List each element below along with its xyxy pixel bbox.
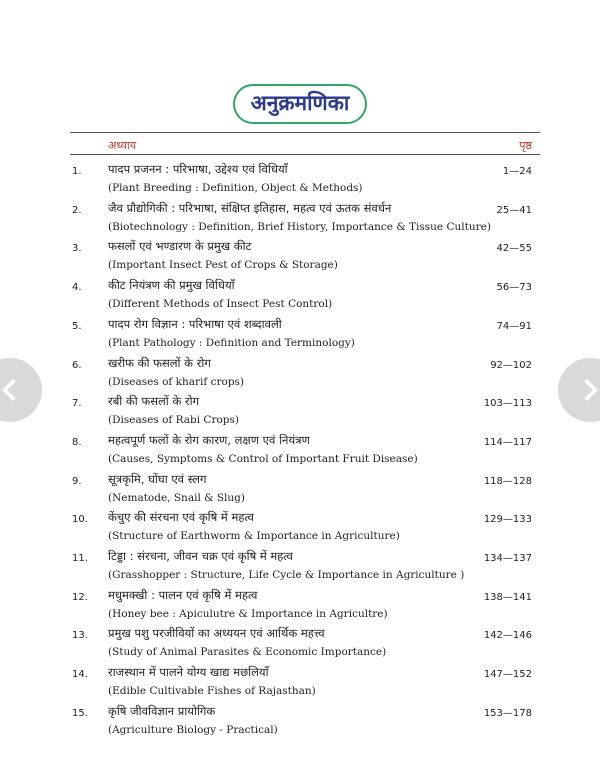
- entry-number: 14.: [72, 669, 88, 681]
- toc-entry[interactable]: [0, 356, 600, 394]
- entry-title-english: (Grasshopper : Structure, Life Cycle & Importance in Agriculture ): [108, 569, 465, 581]
- entry-title-english: (Diseases of Rabi Crops): [108, 414, 240, 427]
- entry-title-english: (Nematode, Snail & Slug): [108, 491, 245, 504]
- entry-number: 10.: [72, 514, 88, 526]
- entry-title-hindi: टिड्डा : संरचना, जीवन चक्र एवं कृषि में महत्व: [108, 549, 293, 563]
- toc-entry[interactable]: [0, 317, 600, 355]
- entry-page-range: 134—137: [483, 553, 532, 564]
- entry-title-english: (Plant Breeding : Definition, Object & Methods): [108, 182, 363, 194]
- entry-title-english: (Plant Pathology : Definition and Terminology): [108, 336, 355, 349]
- toc-entry[interactable]: [0, 626, 600, 664]
- entry-title-hindi: प्रमुख पशु परजीवियों का अध्ययन एवं आर्थिक महत्त्व: [108, 626, 325, 641]
- entry-page-range: 103—113: [483, 398, 532, 410]
- toc-entry[interactable]: [0, 201, 600, 239]
- toc-entry[interactable]: [0, 704, 600, 742]
- entry-number: 8.: [72, 436, 82, 448]
- chevron-left-icon: [0, 377, 23, 403]
- entry-number: 12.: [72, 591, 88, 603]
- toc-entry[interactable]: [0, 239, 600, 277]
- entry-title-english: (Study of Animal Parasites & Economic Importance): [108, 646, 387, 659]
- entry-title-english: (Diseases of kharif crops): [108, 375, 245, 388]
- entry-page-range: 118—128: [483, 475, 532, 487]
- entry-number: 9.: [72, 475, 82, 487]
- entry-page-range: 129—133: [483, 514, 532, 526]
- entry-title-hindi: फसलों एवं भण्डारण के प्रमुख कीट: [108, 239, 252, 254]
- toc-entry[interactable]: [0, 433, 600, 471]
- entry-number: 4.: [72, 282, 82, 294]
- entry-title-english: (Agriculture Biology - Practical): [108, 723, 278, 736]
- entry-page-range: 138—141: [483, 591, 532, 603]
- toc-entry[interactable]: [0, 278, 600, 316]
- entry-page-range: 147—152: [483, 669, 532, 681]
- entry-title-hindi: पादप रोग विज्ञान : परिभाषा एवं शब्दावली: [108, 316, 282, 331]
- entry-title-hindi: महत्वपूर्ण फलों के रोग कारण, लक्षण एवं नियंत्रण: [108, 432, 310, 447]
- toc-entry[interactable]: [0, 549, 600, 587]
- entry-title-hindi: मधुमक्खी : पालन एवं कृषि में महत्व: [108, 587, 258, 602]
- entry-page-range: 114—117: [483, 436, 532, 448]
- toc-entry[interactable]: [0, 588, 600, 626]
- entry-title-english: (Important Insect Pest of Crops & Storage): [108, 259, 338, 272]
- entry-title-english: (Biotechnology : Definition, Brief History, Importance & Tissue Culture): [108, 220, 491, 233]
- toc-entry[interactable]: [0, 472, 600, 510]
- page-title: अनुक्रमणिका: [233, 84, 368, 124]
- header-rule: [70, 154, 540, 155]
- entry-number: 11.: [72, 553, 88, 564]
- entry-page-range: 153—178: [483, 707, 532, 719]
- entry-title-english: (Causes, Symptoms & Control of Important Fruit Disease): [108, 452, 418, 465]
- entry-title-hindi: केंचुए की संरचना एवं कृषि में महत्व: [108, 510, 254, 525]
- entry-number: 2.: [72, 204, 82, 216]
- toc-entry[interactable]: [0, 665, 600, 703]
- chapter-column-header: अध्याय: [108, 139, 137, 152]
- entry-number: 7.: [72, 398, 82, 410]
- entry-title-hindi: कृषि जीवविज्ञान प्रायोगिक: [108, 703, 216, 718]
- entry-page-range: 142—146: [483, 630, 532, 642]
- entry-page-range: 42—55: [496, 243, 532, 255]
- title-wrapper: [0, 84, 600, 124]
- page-column-header: पृष्ठ: [519, 139, 532, 152]
- toc-entry[interactable]: [0, 510, 600, 548]
- entry-title-hindi: रबी की फसलों के रोग: [108, 394, 200, 409]
- top-rule: [70, 132, 540, 133]
- entry-title-hindi: राजस्थान में पालने योग्य खाद्य मछलियाँ: [108, 665, 269, 680]
- toc-entry[interactable]: [0, 162, 600, 200]
- entry-number: 3.: [72, 243, 82, 255]
- entry-page-range: 92—102: [490, 359, 532, 371]
- entry-title-hindi: जैव प्रौद्योगिकी : परिभाषा, संक्षिप्त इतिहास, महत्व एवं ऊतक संवर्धन: [108, 200, 392, 215]
- entry-number: 5.: [72, 320, 82, 332]
- toc-entry[interactable]: [0, 394, 600, 432]
- entry-title-hindi: खरीफ की फसलों के रोग: [108, 355, 211, 370]
- entry-number: 13.: [72, 630, 88, 642]
- entry-number: 6.: [72, 359, 82, 371]
- entry-number: 15.: [72, 707, 88, 719]
- entry-page-range: 74—91: [496, 320, 532, 332]
- entry-page-range: 1—24: [502, 166, 532, 177]
- entry-title-hindi: कीट नियंत्रण की प्रमुख विधियाँ: [108, 278, 235, 293]
- entry-page-range: 25—41: [496, 204, 532, 216]
- entry-title-english: (Different Methods of Insect Pest Control): [108, 298, 333, 311]
- entry-number: 1.: [72, 166, 82, 177]
- entry-title-english: (Honey bee : Apiculutre & Importance in Agricultre): [108, 607, 388, 620]
- entry-page-range: 56—73: [496, 282, 532, 294]
- entry-title-hindi: सूत्रकृमि, घोंघा एवं स्लग: [108, 471, 207, 486]
- entry-title-hindi: पादप प्रजनन : परिभाषा, उद्देश्य एवं विधियाँ: [108, 162, 288, 176]
- entry-title-english: (Structure of Earthworm & Importance in Agriculture): [108, 530, 400, 543]
- entry-title-english: (Edible Cultivable Fishes of Rajasthan): [108, 685, 316, 698]
- chevron-right-icon: [577, 377, 600, 403]
